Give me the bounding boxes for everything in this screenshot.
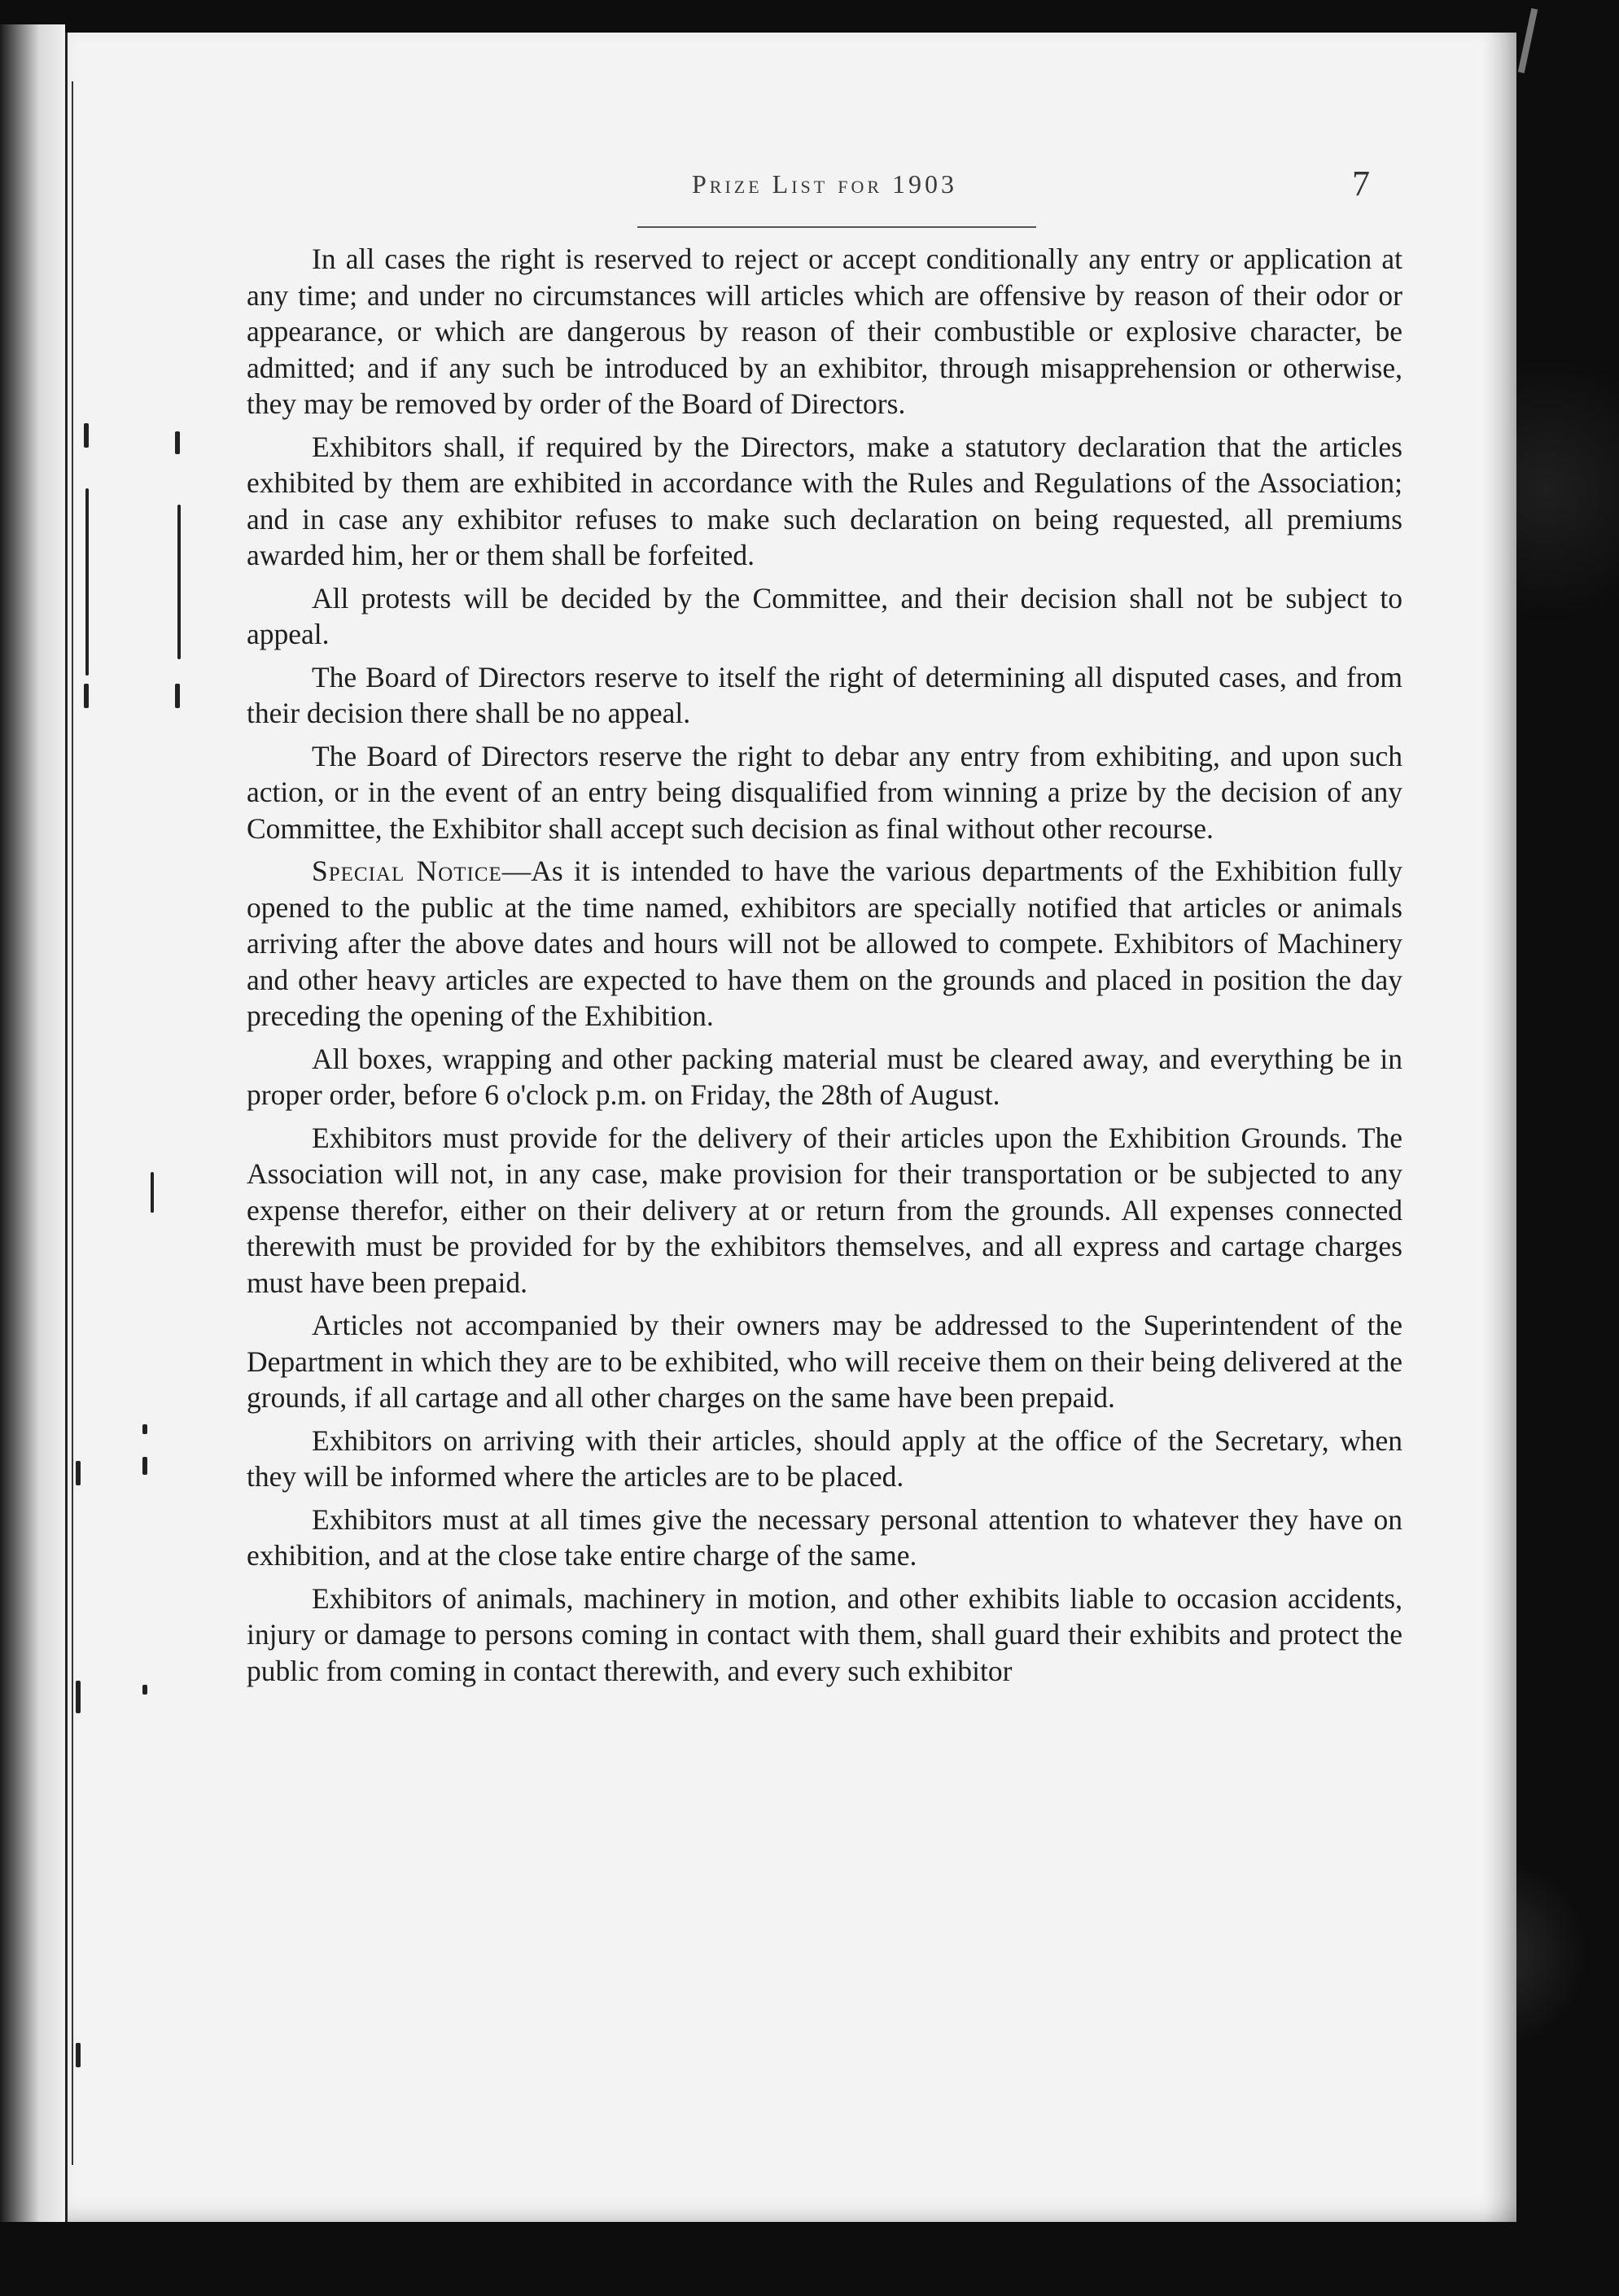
special-notice-lead: Special Notice [312,855,502,887]
paragraph-special-notice [247,853,1402,1034]
margin-mark [142,1457,147,1475]
margin-mark [76,1461,81,1485]
paragraph: Exhibitors shall, if required by the Directors, make a statutory declaration that the articles exhibited by them are exhibited in accordance with the Rules and Regulations of the Association; and in case any exhibitor refuses to make such declaration on being requested, all premiums awarded him, her or them shall be forfeited. [247,430,1402,571]
margin-mark [142,1685,147,1695]
paragraph: Exhibitors must at all times give the necessary personal attention to whatever they have on exhibition, and at the close take entire charge of the same. [247,1502,1402,1572]
page-number: 7 [1352,164,1370,203]
margin-mark [175,684,180,708]
left-page-edge [0,24,65,2222]
paragraph: All boxes, wrapping and other packing material must be cleared away, and everything be in proper order, before 6 o'clock p.m. on Friday, the 28th of August. [247,1042,1402,1111]
paragraph: The Board of Directors reserve to itself the right of determining all disputed cases, and from their decision there shall be no appeal. [247,660,1402,729]
margin-mark [76,2043,81,2067]
margin-line [72,81,73,2165]
paragraph: In all cases the right is reserved to reject or accept conditionally any entry or application at any time; and under no circumstances will articles which are offensive by reason of their odor or appearance, or which are dangerous by reason of their combustible or explosive character, be admitted; and if any such be introduced by an exhibitor, through misapprehension or otherwise, they may be removed by order of the Board of Directors. [247,243,1402,420]
margin-marks [84,33,198,2222]
margin-mark [76,1681,81,1713]
body-text [247,241,1402,1695]
margin-mark [151,1172,154,1213]
document-page [65,33,1516,2222]
paragraph: Exhibitors must provide for the delivery of their articles upon the Exhibition Grounds. The Association will not, in any case, make provision for their transportation or be subjected to any expense therefor, either on their delivery at or return from the grounds. All expenses connected therewith must be provided for by the exhibitors themselves, and all express and cartage charges must have been prepaid. [247,1121,1402,1299]
paragraph: The Board of Directors reserve the right to debar any entry from exhibiting, and upon such action, or in the event of an entry being disqualified from winning a prize by the decision of any Committee, the Exhibitor shall accept such decision as final without other recourse. [247,739,1402,845]
margin-mark [85,488,89,676]
special-notice-text: —As it is intended to have the various departments of the Exhibition fully opened to the public at the time named, exhibitors are specially notified that articles or animals arriving after the above dates and hours will not be allowed to compete. Exhibitors of Machinery and other heavy articles are expected to have them on the grounds and placed in position the day preceding the opening of the Exhibition. [247,855,1402,1032]
margin-mark [84,684,89,708]
page-shadow [1484,33,1516,2222]
margin-mark [175,431,180,454]
paragraph: Exhibitors on arriving with their articles, should apply at the office of the Secretary, when they will be informed where the articles are to be placed. [247,1424,1402,1493]
running-title: Prize List for 1903 [691,169,958,199]
margin-mark [84,423,89,448]
paragraph: Exhibitors of animals, machinery in motion, and other exhibits liable to occasion accidents, injury or damage to persons coming in contact with them, shall guard their exhibits and protect the public from coming in contact therewith, and every such exhibitor [247,1581,1402,1687]
margin-mark [177,505,181,659]
margin-mark [142,1424,147,1434]
paragraph: All protests will be decided by the Committee, and their decision shall not be subject to appeal. [247,581,1402,650]
paragraph: Articles not accompanied by their owners may be addressed to the Superintendent of the Department in which they are to be exhibited, who will receive them on their being delivered at the grounds, if all cartage and all other charges on the same have been prepaid. [247,1309,1402,1414]
header-rule [637,226,1036,228]
